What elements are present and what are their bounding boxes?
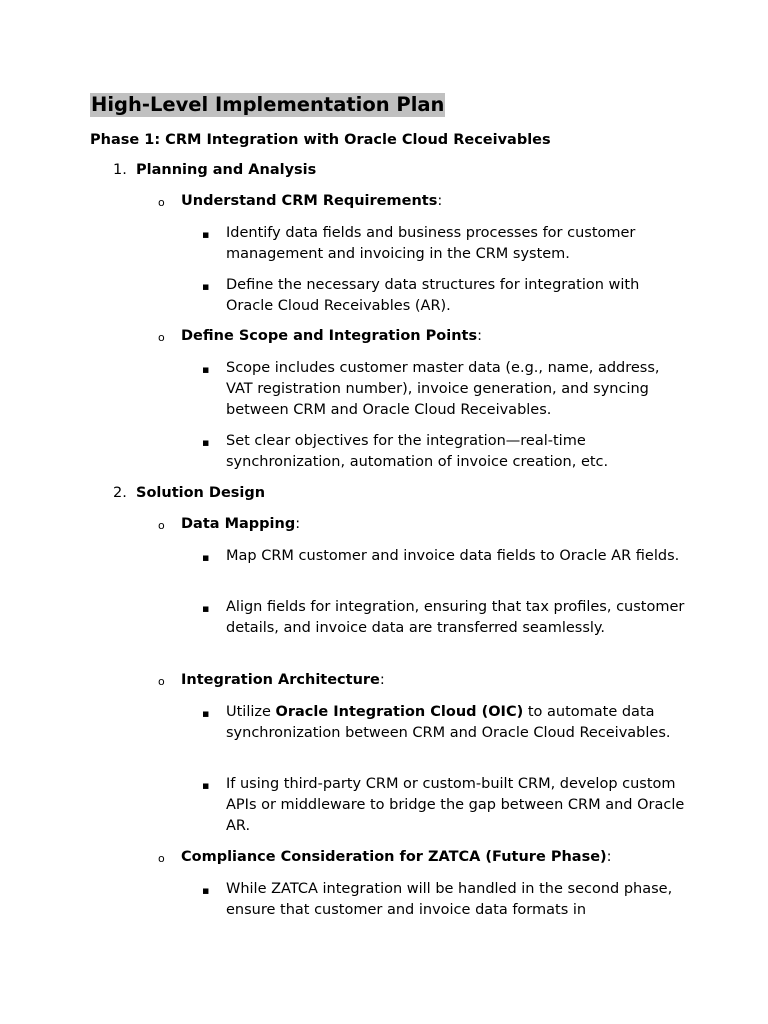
subsection-colon: : [437, 193, 443, 209]
document-title: High-Level Implementation Plan [91, 93, 445, 116]
bullet-text: Set clear objectives for the integration—real-time synchronization, automation of invoice creation, etc. [226, 433, 609, 470]
bullet-text: Scope includes customer master data (e.g., name, address, VAT registration number), invoice generation, and syncing between CRM and Oracle Cloud Receivables. [226, 360, 660, 418]
square-bullet-icon: ▪ [202, 280, 210, 293]
square-bullet-icon: ▪ [202, 551, 210, 564]
bullet-text: Define the necessary data structures for integration with Oracle Cloud Receivables (AR). [226, 277, 640, 314]
section-number: 1. [113, 162, 127, 178]
circle-bullet-icon: o [158, 675, 165, 688]
square-bullet-icon: ▪ [202, 779, 210, 792]
section-title: Solution Design [136, 485, 266, 501]
subsection-title: Data Mapping [181, 516, 296, 532]
subsection-colon: : [477, 328, 482, 344]
square-bullet-icon: ▪ [202, 228, 210, 241]
bullet-text: Map CRM customer and invoice data fields to Oracle AR fields. [226, 548, 680, 564]
square-bullet-icon: ▪ [202, 436, 210, 449]
square-bullet-icon: ▪ [202, 363, 210, 376]
bullet-text: While ZATCA integration will be handled in the second phase, ensure that customer and invoice data formats in [226, 881, 673, 918]
subsection-colon: : [606, 849, 612, 865]
bullet-text-emphasis: Oracle Integration Cloud (OIC) [275, 704, 524, 720]
bullet-text: If using third-party CRM or custom-built CRM, develop custom APIs or middleware to bridge the gap between CRM and Oracle AR. [226, 776, 685, 834]
subsection-title: Understand CRM Requirements [181, 193, 438, 209]
bullet-text [226, 702, 686, 744]
subsection-title: Compliance Consideration for ZATCA (Future Phase) [181, 849, 607, 865]
phase-heading: Phase 1: CRM Integration with Oracle Cloud Receivables [90, 132, 551, 148]
subsection-colon: : [295, 516, 301, 532]
circle-bullet-icon: o [158, 519, 165, 532]
bullet-text-prefix: Utilize [226, 704, 276, 720]
bullet-text: Identify data fields and business processes for customer management and invoicing in the CRM system. [226, 225, 636, 262]
subsection-title: Integration Architecture [181, 672, 380, 688]
subsection-colon: : [379, 672, 385, 688]
square-bullet-icon: ▪ [202, 602, 210, 615]
section-title: Planning and Analysis [136, 162, 317, 178]
bullet-text-suffix: to automate data synchronization between CRM and Oracle Cloud Receivables. [226, 704, 671, 741]
circle-bullet-icon: o [158, 331, 165, 344]
circle-bullet-icon: o [158, 852, 165, 865]
bullet-text: Align fields for integration, ensuring that tax profiles, customer details, and invoice data are transferred seamlessly. [226, 599, 685, 636]
circle-bullet-icon: o [158, 196, 165, 209]
subsection-title: Define Scope and Integration Points [181, 328, 478, 344]
square-bullet-icon: ▪ [202, 707, 210, 720]
square-bullet-icon: ▪ [202, 884, 210, 897]
section-number: 2. [113, 485, 127, 501]
